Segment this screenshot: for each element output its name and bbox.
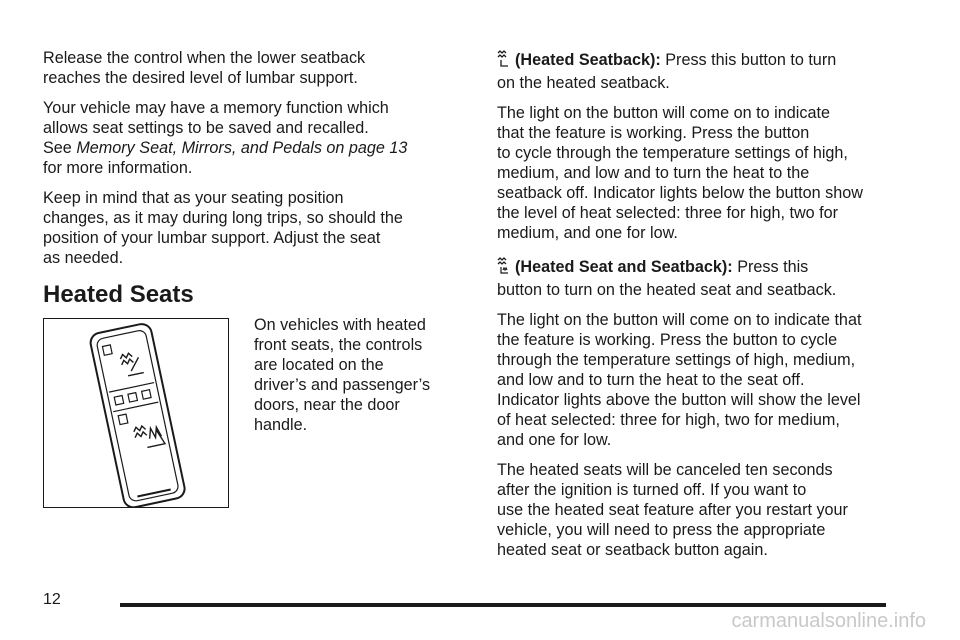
footer-rule xyxy=(120,603,886,607)
heated-seat-and-seatback-paragraph: (Heated Seat and Seatback): Press this button to turn on the heated seat and seatback. xyxy=(497,258,837,299)
left-column xyxy=(43,48,463,309)
heated-seatback-icon xyxy=(497,50,509,73)
watermark: carmanualsonline.info xyxy=(731,610,926,632)
right-column xyxy=(497,50,897,570)
heated-seats-location-text: On vehicles with heated front seats, the controls are located on the driver’s and passenger’s doors, near the door handle. xyxy=(254,316,431,434)
seat-indicator-paragraph: The light on the button will come on to indicate that the feature is working. Press the button to cycle through the temperature settings of high, medium, and low and to turn the heat to the seat off. Indicator lights above the button will show the level of heat selected: three for high, two for medium, and one for low. xyxy=(497,311,862,449)
page-number: 12 xyxy=(43,591,61,608)
door-control-panel-icon xyxy=(44,319,228,507)
lumbar-adjust-paragraph: Keep in mind that as your seating position changes, as it may during long trips, so should the position of your lumbar support. Adjust the seat as needed. xyxy=(43,189,403,267)
memory-seat-link[interactable]: Memory Seat, Mirrors, and Pedals on page 13 xyxy=(76,139,408,157)
heated-seat-controls-illustration xyxy=(43,318,229,508)
lumbar-release-paragraph: Release the control when the lower seatback reaches the desired level of lumbar support. xyxy=(43,49,366,87)
heated-seat-and-seatback-icon xyxy=(497,257,509,280)
seatback-indicator-paragraph: The light on the button will come on to indicate that the feature is working. Press the button to cycle through the temperature settings of high, medium, and low and to turn the heat to the seatback off. Indicator lights below the button show the level of heat selected: three for high, two for medium, and one for low. xyxy=(497,104,863,242)
seat-cancel-paragraph: The heated seats will be canceled ten seconds after the ignition is turned off. If you want to use the heated seat feature after you restart your vehicle, you will need to press the appropriate heated seat or seatback button again. xyxy=(497,461,848,559)
memory-function-paragraph: Your vehicle may have a memory function which allows seat settings to be saved and recalled. See Memory Seat, Mirrors, and Pedals on page 13 for more information. xyxy=(43,99,408,177)
heated-seatback-paragraph: (Heated Seatback): Press this button to turn on the heated seatback. xyxy=(497,51,837,92)
heated-seats-heading: Heated Seats xyxy=(43,281,194,308)
